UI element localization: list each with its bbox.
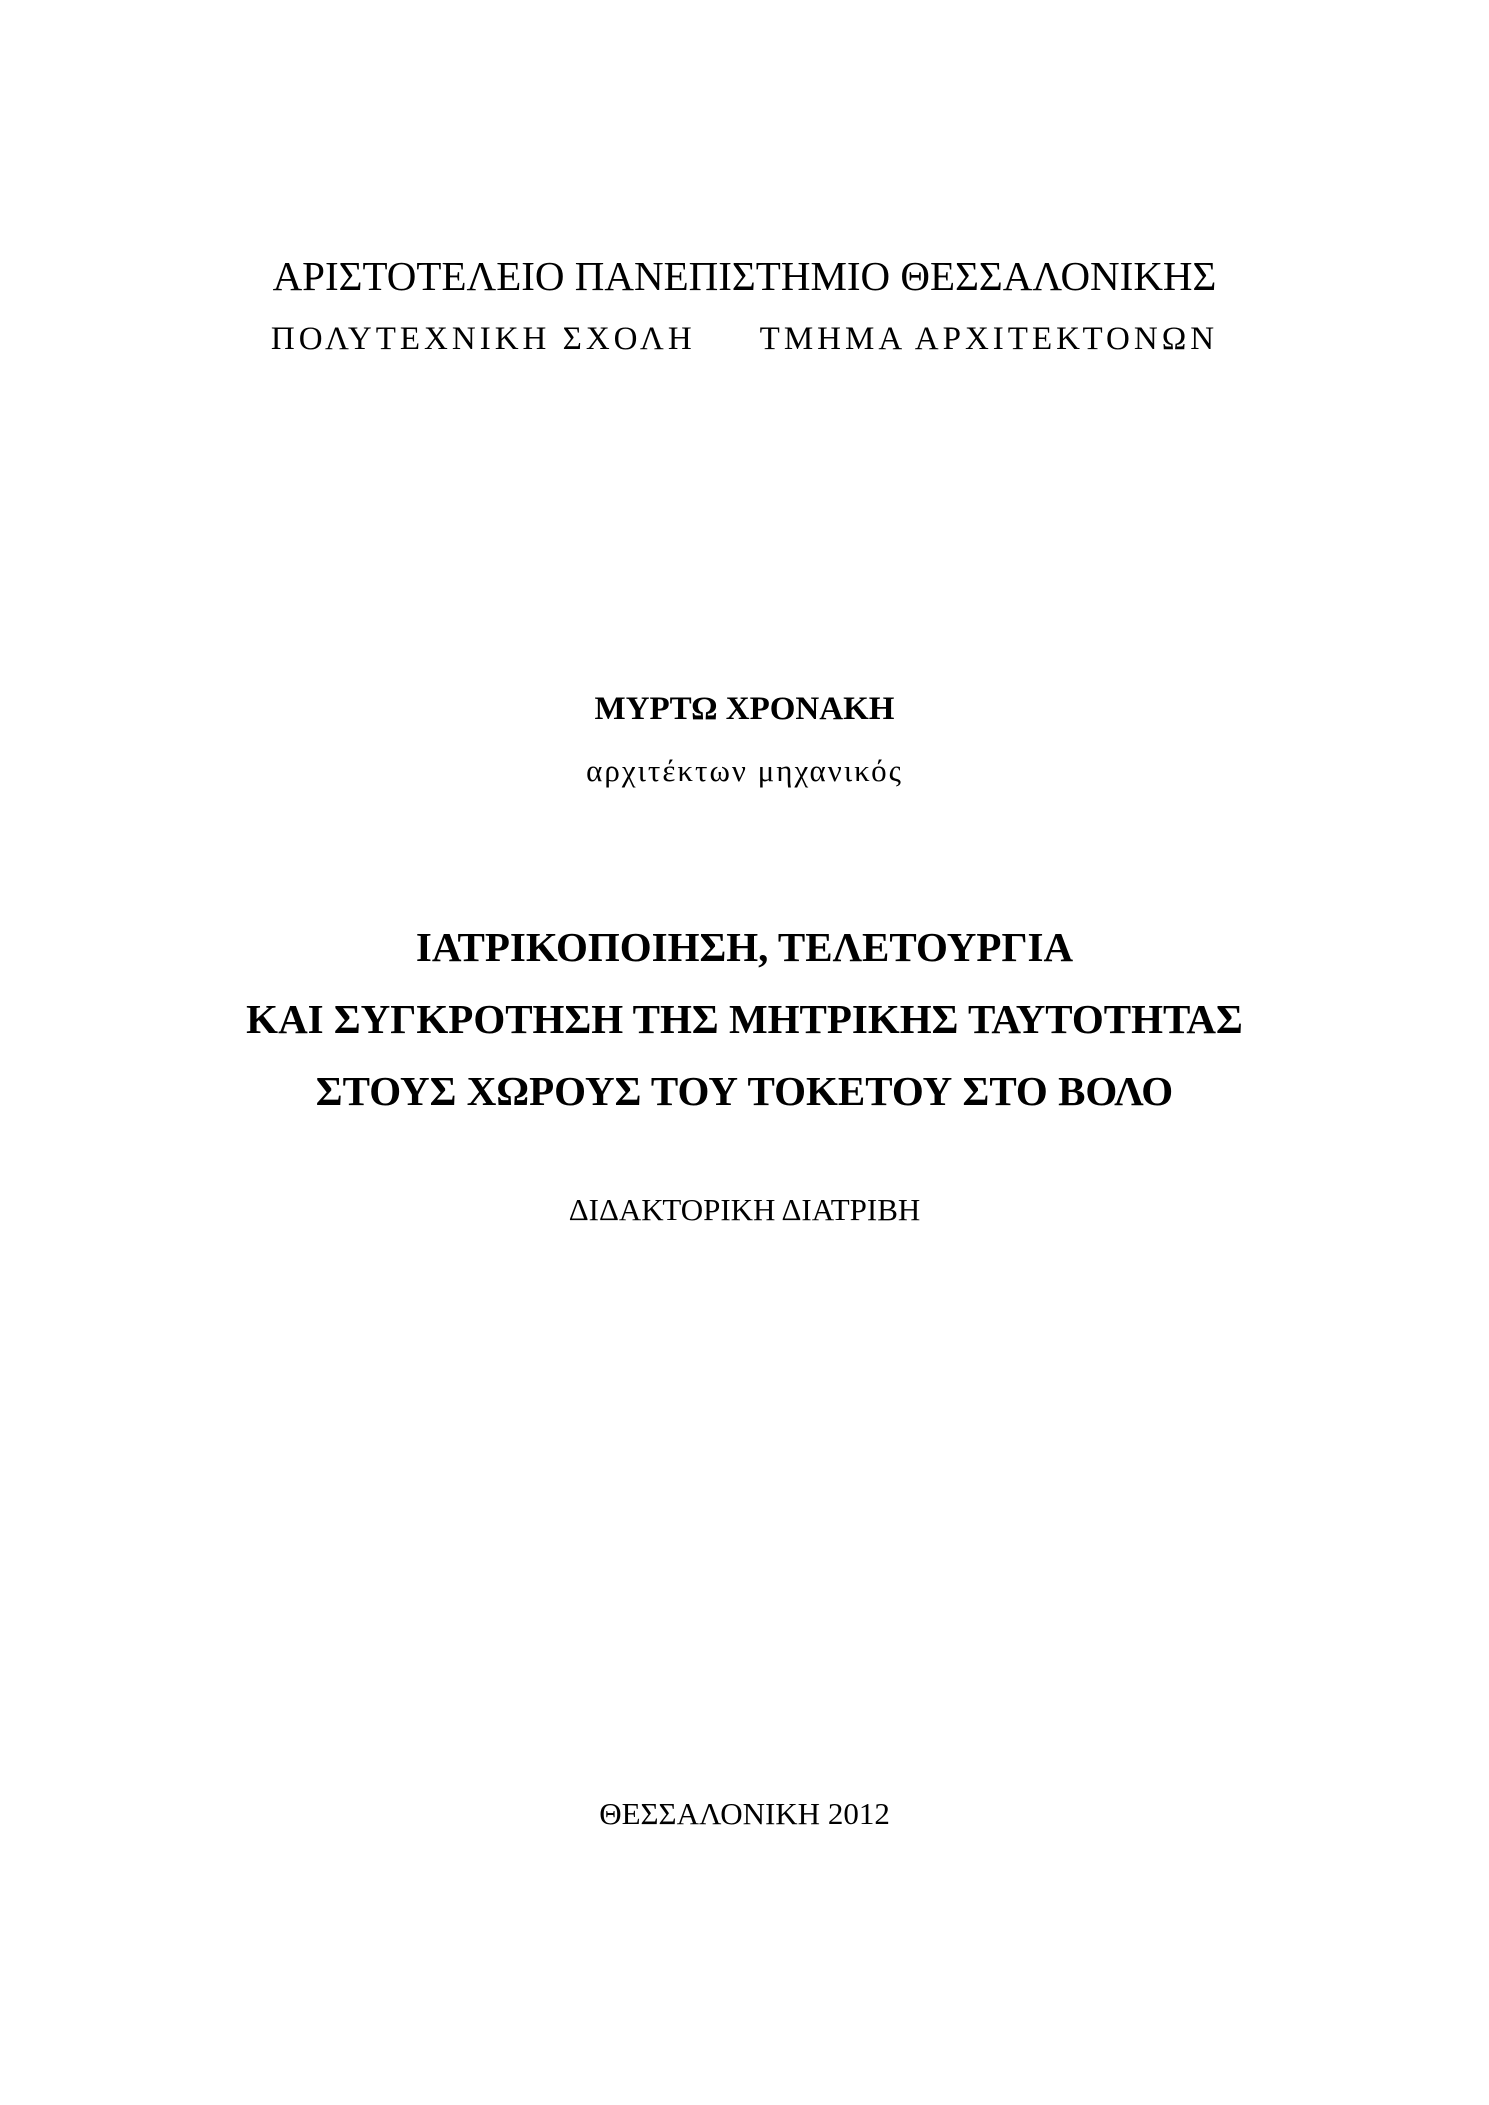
school-name: ΠΟΛΥΤΕΧΝΙΚΗ ΣΧΟΛΗ: [270, 321, 696, 357]
place-and-year: ΘΕΣΣΑΛΟΝΙΚΗ 2012: [599, 1796, 890, 1831]
author-profession: αρχιτέκτων μηχανικός: [586, 753, 903, 788]
author-name: ΜΥΡΤΩ ΧΡΟΝΑΚΗ: [594, 691, 895, 727]
department-name: ΤΜΗΜΑ ΑΡΧΙΤΕΚΤΟΝΩΝ: [759, 321, 1219, 357]
university-name: ΑΡΙΣΤΟΤΕΛΕΙΟ ΠΑΝΕΠΙΣΤΗΜΙΟ ΘΕΣΣΑΛΟΝΙΚΗΣ: [272, 253, 1217, 299]
thesis-title-line-1: ΙΑΤΡΙΚΟΠΟΙΗΣΗ, ΤΕΛΕΤΟΥΡΓΙΑ: [415, 924, 1074, 970]
thesis-title-line-2: ΚΑΙ ΣΥΓΚΡΟΤΗΣΗ ΤΗΣ ΜΗΤΡΙΚΗΣ ΤΑΥΤΟΤΗΤΑΣ: [246, 996, 1243, 1042]
faculty-row: [0, 323, 1489, 356]
document-type: ΔΙΔΑΚΤΟΡΙΚΗ ΔΙΑΤΡΙΒΗ: [568, 1192, 921, 1227]
thesis-title-line-3: ΣΤΟΥΣ ΧΩΡΟΥΣ ΤΟΥ ΤΟΚΕΤΟΥ ΣΤΟ ΒΟΛΟ: [315, 1068, 1174, 1114]
